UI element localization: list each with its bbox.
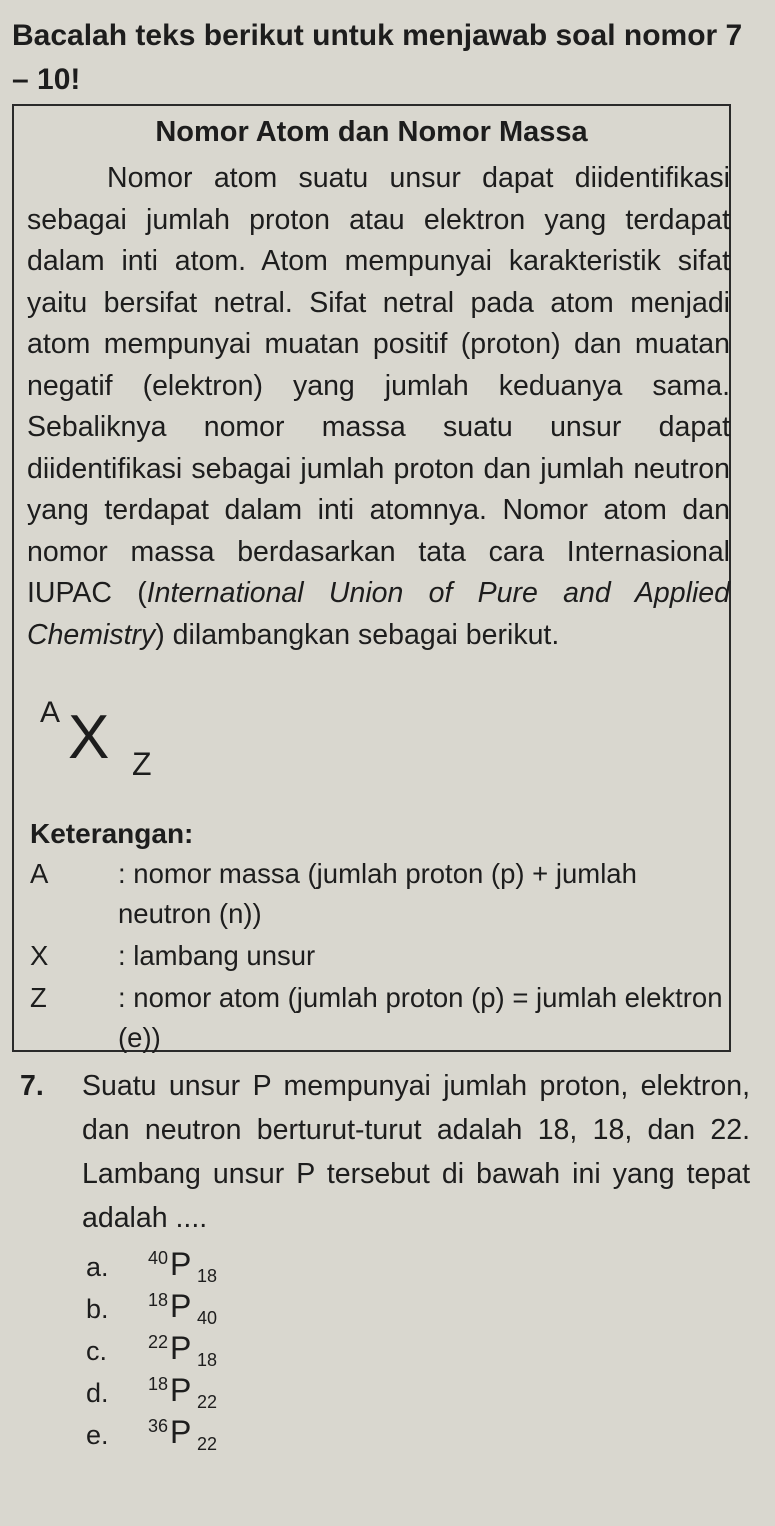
passage-title: Nomor Atom dan Nomor Massa xyxy=(155,116,588,148)
option-atomic-number: 22 xyxy=(197,1434,218,1454)
instruction-text: Bacalah teks berikut untuk menjawab soal nomor 7 – 10! xyxy=(12,19,743,96)
reading-passage-box xyxy=(12,104,731,1052)
legend-value: : nomor massa (jumlah proton (p) + jumlah neutron (n)) xyxy=(118,858,637,929)
question-number: 7. xyxy=(20,1070,44,1102)
mass-number-symbol: A xyxy=(40,696,61,729)
legend-key: A xyxy=(30,858,49,889)
option-letter: d. xyxy=(86,1378,109,1408)
passage-text-end: ) dilambangkan sebagai berikut. xyxy=(155,618,560,651)
option-letter: e. xyxy=(86,1420,109,1450)
legend-key: X xyxy=(30,940,49,971)
option-mass-number: 40 xyxy=(148,1248,169,1268)
option-letter: b. xyxy=(86,1294,109,1324)
option-symbol: P xyxy=(170,1330,192,1366)
option-symbol: P xyxy=(170,1288,192,1324)
option-mass-number: 18 xyxy=(148,1290,169,1310)
option-letter: a. xyxy=(86,1252,109,1282)
option-letter: c. xyxy=(86,1336,108,1366)
passage-text: Nomor atom suatu unsur dapat diidentifikasi sebagai jumlah proton atau elektron yang terdapat dalam inti atom. Atom mempunyai karakteristik sifat yaitu bersifat netral. Sifat netral pada atom menjadi atom mempunyai muatan positif (proton) dan muatan negatif (elektron) yang jumlah keduanya sama. Sebaliknya nomor massa suatu unsur dapat diidentifikasi sebagai jumlah proton dan jumlah neutron yang terdapat dalam inti atomnya. Nomor atom dan nomor massa berdasarkan tata cara Internasional IUPAC ( xyxy=(27,162,730,609)
option-mass-number: 18 xyxy=(148,1374,169,1394)
option-symbol: P xyxy=(170,1372,192,1408)
option-mass-number: 22 xyxy=(148,1332,169,1352)
legend-value: : lambang unsur xyxy=(118,940,316,971)
legend-title: Keterangan: xyxy=(30,818,194,849)
option-symbol: P xyxy=(170,1246,192,1282)
option-atomic-number: 18 xyxy=(197,1350,218,1370)
option-atomic-number: 22 xyxy=(197,1392,218,1412)
legend-key: Z xyxy=(30,982,47,1013)
option-symbol: P xyxy=(170,1414,192,1450)
option-atomic-number: 40 xyxy=(197,1308,218,1328)
legend-value: : nomor atom (jumlah proton (p) = jumlah elektron (e)) xyxy=(118,982,723,1053)
passage-italic-text: International Union of Pure and Applied Chemistry xyxy=(27,577,730,651)
element-symbol: X xyxy=(68,703,110,772)
passage-paragraph xyxy=(27,158,730,656)
question-text: Suatu unsur P mempunyai jumlah proton, elektron, dan neutron berturut-turut adalah 18, 18, dan 22. Lambang unsur P tersebut di bawah ini yang tepat adalah .... xyxy=(82,1070,750,1234)
option-mass-number: 36 xyxy=(148,1416,169,1436)
option-atomic-number: 18 xyxy=(197,1266,218,1286)
atomic-number-symbol: Z xyxy=(132,746,152,782)
